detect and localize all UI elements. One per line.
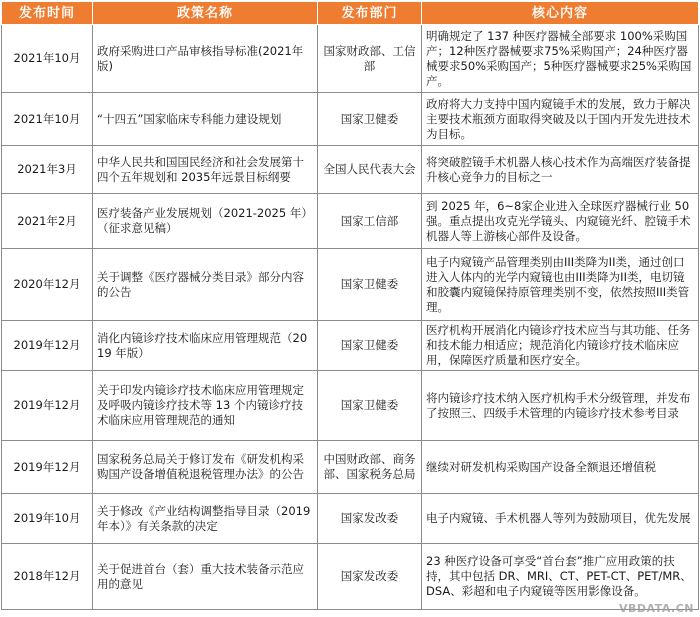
cell-department: 国家工信部 bbox=[318, 194, 422, 249]
policy-table bbox=[1, 1, 699, 610]
cell-policy-name: 中华人民共和国国民经济和社会发展第十四个五年规划和 2035年远景目标纲要 bbox=[93, 146, 318, 194]
cell-policy-name: “十四五”国家临床专科能力建设规划 bbox=[93, 93, 318, 146]
cell-policy-name: 关于修改《产业结构调整指导目录（2019 年本）》有关条款的决定 bbox=[93, 494, 318, 544]
cell-date: 2021年10月 bbox=[2, 25, 93, 93]
cell-date: 2021年2月 bbox=[2, 194, 93, 249]
cell-date: 2019年12月 bbox=[2, 441, 93, 494]
watermark-text: VBDATA.CN bbox=[618, 602, 694, 615]
cell-core-content: 明确规定了 137 种医疗器械全部要求 100%采购国产；12种医疗器械要求75%采购国产；24种医疗器械要求50%采购国产；5种医疗器械要求25%采购国产。 bbox=[422, 25, 699, 93]
cell-policy-name: 医疗装备产业发展规划（2021-2025 年）（征求意见稿） bbox=[93, 194, 318, 249]
table-row bbox=[2, 25, 699, 93]
table-row bbox=[2, 371, 699, 441]
cell-policy-name: 消化内镜诊疗技术临床应用管理规范（2019 年版） bbox=[93, 321, 318, 371]
header-date: 发布时间 bbox=[2, 2, 93, 25]
table-header-row bbox=[2, 2, 699, 25]
cell-core-content: 继续对研发机构采购国产设备全额退还增值税 bbox=[422, 441, 699, 494]
table-row bbox=[2, 544, 699, 610]
cell-core-content: 23 种医疗设备可享受“首台套”推广应用政策的扶持，其中包括 DR、MRI、CT、PET-CT、PET/MR、DSA、彩超和电子内窥镜等医用影像设备。 bbox=[422, 544, 699, 610]
cell-department: 全国人民代表大会 bbox=[318, 146, 422, 194]
cell-date: 2020年12月 bbox=[2, 249, 93, 321]
cell-department: 国家发改委 bbox=[318, 544, 422, 610]
cell-policy-name: 国家税务总局关于修订发布《研发机构采购国产设备增值税退税管理办法》的公告 bbox=[93, 441, 318, 494]
cell-department: 国家卫健委 bbox=[318, 93, 422, 146]
cell-department: 国家卫健委 bbox=[318, 249, 422, 321]
table-row bbox=[2, 441, 699, 494]
cell-date: 2019年12月 bbox=[2, 321, 93, 371]
cell-core-content: 将突破腔镜手术机器人核心技术作为高端医疗装备提升核心竞争力的目标之一 bbox=[422, 146, 699, 194]
cell-department: 国家卫健委 bbox=[318, 321, 422, 371]
cell-policy-name: 政府采购进口产品审核指导标准(2021年版) bbox=[93, 25, 318, 93]
cell-core-content: 将内镜诊疗技术纳入医疗机构手术分级管理，并发布了按照三、四级手术管理的内镜诊疗技术参考目录 bbox=[422, 371, 699, 441]
cell-policy-name: 关于促进首台（套）重大技术装备示范应用的意见 bbox=[93, 544, 318, 610]
cell-date: 2018年12月 bbox=[2, 544, 93, 610]
cell-policy-name: 关于印发内镜诊疗技术临床应用管理规定及呼吸内镜诊疗技术等 13 个内镜诊疗技术临床应用管理规范的通知 bbox=[93, 371, 318, 441]
cell-date: 2021年3月 bbox=[2, 146, 93, 194]
table-row bbox=[2, 249, 699, 321]
cell-core-content: 到 2025 年，6~8家企业进入全球医疗器械行业 50 强。重点提出攻克光学镜头、内窥镜光纤、腔镜手术机器人等上游核心部件及设备。 bbox=[422, 194, 699, 249]
table-row bbox=[2, 494, 699, 544]
table-row bbox=[2, 194, 699, 249]
cell-core-content: 政府将大力支持中国内窥镜手术的发展，致力于解决主要技术瓶颈方面取得突破及以于国内开发先进技术为目标。 bbox=[422, 93, 699, 146]
cell-core-content: 医疗机构开展消化内镜诊疗技术应当与其功能、任务和技术能力相适应；规范消化内镜诊疗技术临床应用，保障医疗质量和医疗安全。 bbox=[422, 321, 699, 371]
cell-department: 国家财政部、工信部 bbox=[318, 25, 422, 93]
table-row bbox=[2, 146, 699, 194]
cell-date: 2021年10月 bbox=[2, 93, 93, 146]
cell-department: 中国财政部、商务部、国家税务总局 bbox=[318, 441, 422, 494]
header-department: 发布部门 bbox=[318, 2, 422, 25]
cell-department: 国家发改委 bbox=[318, 494, 422, 544]
cell-policy-name: 关于调整《医疗器械分类目录》部分内容的公告 bbox=[93, 249, 318, 321]
cell-core-content: 电子内窥镜、手术机器人等列为鼓励项目，优先发展 bbox=[422, 494, 699, 544]
table-row bbox=[2, 321, 699, 371]
table-row bbox=[2, 93, 699, 146]
header-policy-name: 政策名称 bbox=[93, 2, 318, 25]
cell-date: 2019年10月 bbox=[2, 494, 93, 544]
cell-core-content: 电子内窥镜产品管理类别由III类降为II类，通过创口进入人体内的光学内窥镜也由III类降为II类，电切镜和胶囊内窥镜保持原管理类别不变，依然按照III类管理。 bbox=[422, 249, 699, 321]
cell-date: 2019年12月 bbox=[2, 371, 93, 441]
cell-department: 国家卫健委 bbox=[318, 371, 422, 441]
header-core-content: 核心内容 bbox=[422, 2, 699, 25]
